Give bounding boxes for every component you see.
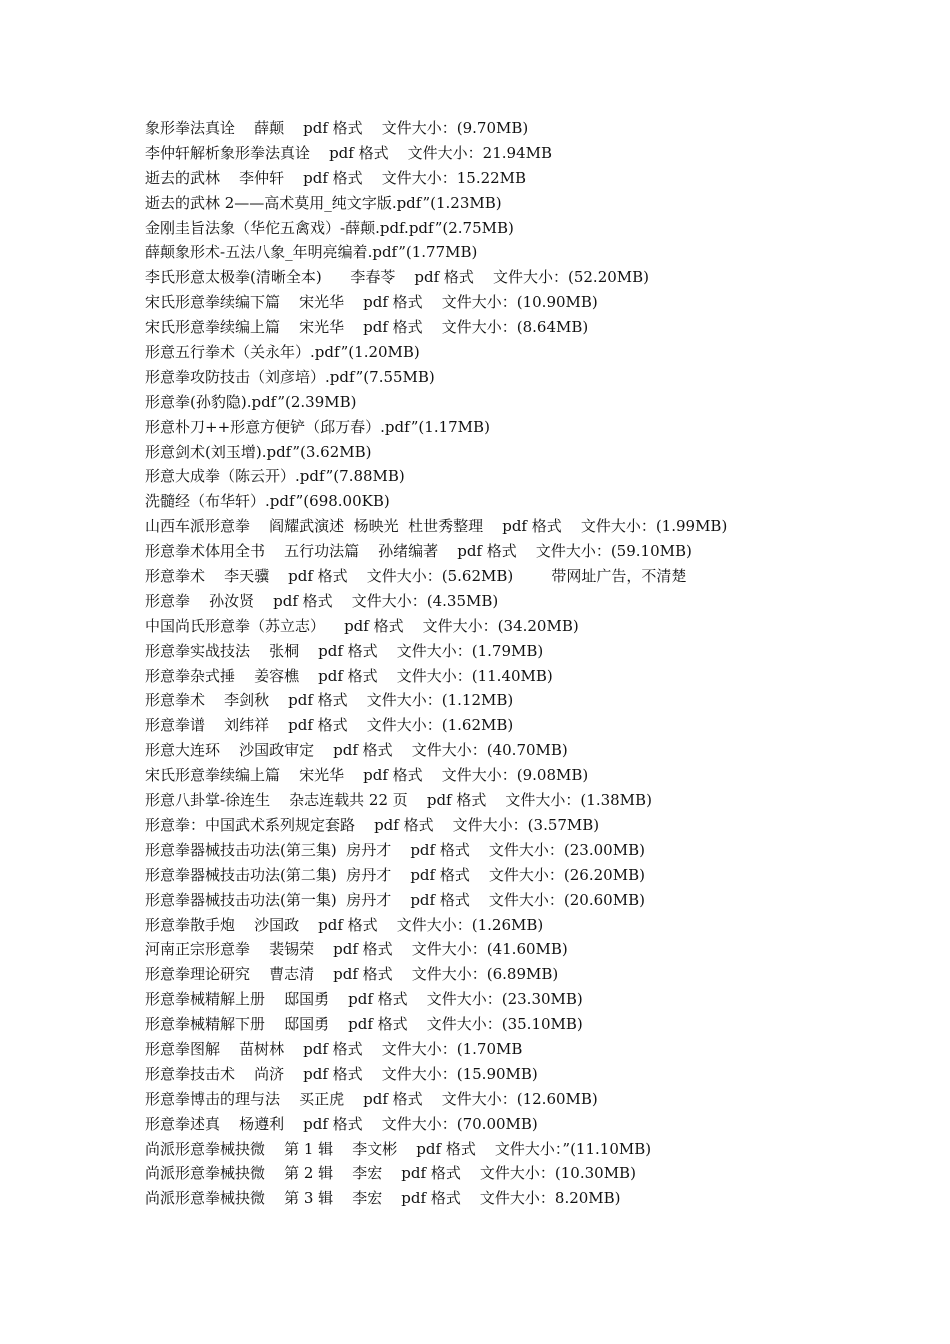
list-item: 金刚圭旨法象（华佗五禽戏）-薛颠.pdf.pdf”(2.75MB) — [145, 218, 514, 237]
list-item: 形意拳械精解下册 邸国勇 pdf 格式 文件大小：(35.10MB) — [145, 1015, 583, 1034]
list-item: 河南正宗形意拳 裴锡荣 pdf 格式 文件大小：(41.60MB) — [145, 940, 568, 959]
list-item: 形意拳器械技击功法(第三集) 房丹才 pdf 格式 文件大小：(23.00MB) — [145, 840, 645, 859]
list-item: 尚派形意拳械抉微 第 1 辑 李文彬 pdf 格式 文件大小：”(11.10MB) — [145, 1139, 652, 1158]
list-item: 形意拳谱 刘纬祥 pdf 格式 文件大小：(1.62MB) — [145, 716, 514, 735]
list-item: 形意拳博击的理与法 买正虎 pdf 格式 文件大小：(12.60MB) — [145, 1089, 598, 1108]
list-item: 尚派形意拳械抉微 第 2 辑 李宏 pdf 格式 文件大小：(10.30MB) — [145, 1164, 636, 1183]
list-item: 中国尚氏形意拳（苏立志） pdf 格式 文件大小：(34.20MB) — [145, 616, 579, 635]
list-item: 形意拳术 李剑秋 pdf 格式 文件大小：(1.12MB) — [145, 691, 514, 710]
list-item: 形意朴刀++形意方便铲（邱万春）.pdf”(1.17MB) — [145, 417, 490, 436]
list-item: 形意拳：中国武术系列规定套路 pdf 格式 文件大小：(3.57MB) — [145, 815, 600, 834]
list-item: 李氏形意太极拳(清晰全本) 李春苓 pdf 格式 文件大小：(52.20MB) — [145, 268, 650, 287]
list-item: 形意拳(孙豹隐).pdf”(2.39MB) — [145, 392, 357, 411]
list-item: 形意拳杂式捶 姜容樵 pdf 格式 文件大小：(11.40MB) — [145, 666, 553, 685]
list-item: 尚派形意拳械抉微 第 3 辑 李宏 pdf 格式 文件大小：8.20MB) — [145, 1189, 621, 1208]
list-item: 洗髓经（布华轩）.pdf”(698.00KB) — [145, 492, 390, 511]
list-item: 形意剑术(刘玉增).pdf”(3.62MB) — [145, 442, 372, 461]
list-item: 形意拳实战技法 张桐 pdf 格式 文件大小：(1.79MB) — [145, 641, 544, 660]
list-item: 形意拳 孙汝贤 pdf 格式 文件大小：(4.35MB) — [145, 591, 499, 610]
list-item: 形意拳述真 杨遵利 pdf 格式 文件大小：(70.00MB) — [145, 1114, 538, 1133]
list-item: 象形拳法真诠 薛颠 pdf 格式 文件大小：(9.70MB) — [145, 119, 529, 137]
list-item: 形意拳攻防技击（刘彦培）.pdf”(7.55MB) — [145, 367, 435, 386]
list-item: 形意拳图解 苗树林 pdf 格式 文件大小：(1.70MB — [145, 1039, 523, 1058]
list-item: 形意拳术体用全书 五行功法篇 孙绪编著 pdf 格式 文件大小：(59.10MB) — [145, 542, 692, 561]
list-item: 形意拳技击术 尚济 pdf 格式 文件大小：(15.90MB) — [145, 1064, 538, 1083]
list-item: 形意拳散手炮 沙国政 pdf 格式 文件大小：(1.26MB) — [145, 915, 544, 934]
list-item: 宋氏形意拳续编上篇 宋光华 pdf 格式 文件大小：(9.08MB) — [145, 766, 589, 785]
list-item: 形意拳器械技击功法(第一集) 房丹才 pdf 格式 文件大小：(20.60MB) — [145, 890, 645, 909]
list-item: 山西车派形意拳 阎耀武演述 杨映光 杜世秀整理 pdf 格式 文件大小：(1.99MB) — [145, 517, 728, 536]
list-item: 形意八卦掌-徐连生 杂志连载共 22 页 pdf 格式 文件大小：(1.38MB) — [145, 791, 652, 810]
list-item: 逝去的武林 2——高术莫用_纯文字版.pdf”(1.23MB) — [145, 193, 502, 212]
list-item: 薛颠象形术-五法八象_年明亮编着.pdf”(1.77MB) — [145, 243, 478, 262]
list-item: 形意大连环 沙国政审定 pdf 格式 文件大小：(40.70MB) — [145, 741, 568, 760]
list-item: 形意拳术 李天骥 pdf 格式 文件大小：(5.62MB) 带网址广告，不清楚 — [145, 567, 687, 586]
list-item: 形意拳理论研究 曹志清 pdf 格式 文件大小：(6.89MB) — [145, 965, 559, 984]
list-item: 宋氏形意拳续编下篇 宋光华 pdf 格式 文件大小：(10.90MB) — [145, 293, 598, 312]
list-item: 形意大成拳（陈云开）.pdf”(7.88MB) — [145, 467, 405, 486]
list-item: 形意五行拳术（关永年）.pdf”(1.20MB) — [145, 343, 420, 362]
list-item: 李仲轩解析象形拳法真诠 pdf 格式 文件大小：21.94MB — [145, 143, 552, 162]
list-item: 逝去的武林 李仲轩 pdf 格式 文件大小：15.22MB — [145, 168, 527, 187]
list-item: 宋氏形意拳续编上篇 宋光华 pdf 格式 文件大小：(8.64MB) — [145, 318, 589, 337]
list-item: 形意拳器械技击功法(第二集) 房丹才 pdf 格式 文件大小：(26.20MB) — [145, 865, 645, 884]
book-list — [145, 116, 925, 1211]
list-item: 形意拳械精解上册 邸国勇 pdf 格式 文件大小：(23.30MB) — [145, 990, 583, 1009]
